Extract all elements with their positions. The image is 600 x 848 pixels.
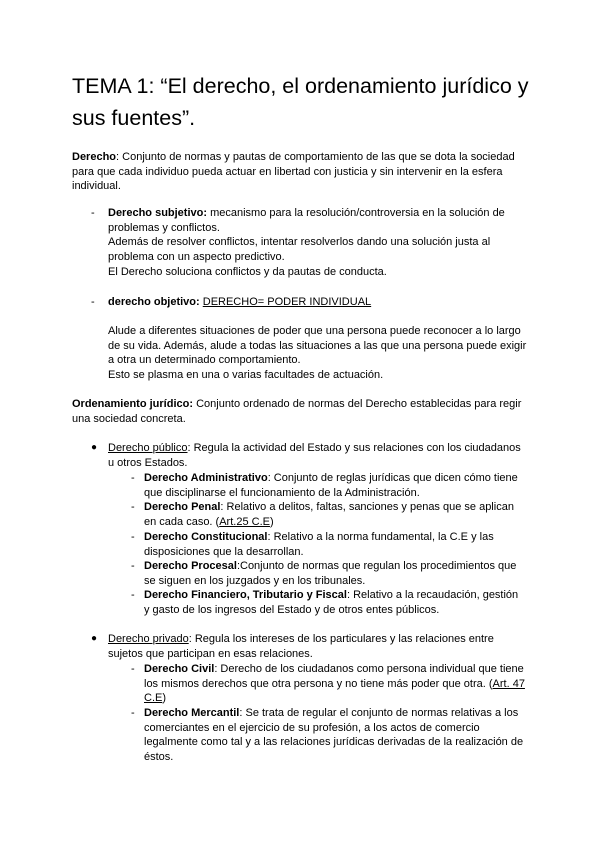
list-item-marker: -: [131, 472, 135, 484]
list-item-term: Derecho Financiero, Tributario y Fiscal: [144, 589, 347, 601]
objetivo-dash: -: [91, 296, 95, 308]
list-item: [144, 662, 526, 706]
list-item: [144, 500, 526, 529]
objetivo-link[interactable]: DERECHO= PODER INDIVIDUAL: [202, 296, 372, 308]
list-item-text: : Derecho de los ciudadanos como persona individual que tiene los mismos derechos que otra persona y no tiene más poder que otra. (: [144, 663, 524, 690]
privado-paragraph: [108, 632, 528, 661]
ordenamiento-definition: Conjunto ordenado de normas del Derecho establecidas para regir una sociedad concreta.: [72, 398, 522, 425]
subjetivo-text-3: El Derecho soluciona conflictos y da pautas de conducta.: [108, 265, 387, 278]
list-item-term: Derecho Mercantil: [144, 707, 240, 719]
list-item-marker: -: [131, 707, 135, 719]
page-title: TEMA 1: “El derecho, el ordenamiento jurídico y sus fuentes”.: [72, 74, 529, 130]
list-item-term: Derecho Penal: [144, 501, 221, 513]
subjetivo-block: [108, 206, 518, 280]
list-item-text-end: ): [269, 515, 274, 528]
publico-paragraph: [108, 441, 528, 470]
publico-bullet: ●: [91, 442, 98, 453]
list-item: [144, 588, 526, 617]
derecho-term: Derecho: [72, 151, 117, 163]
list-item-term: Derecho Constitucional: [144, 531, 268, 543]
privado-bullet: ●: [91, 633, 98, 644]
list-item: [144, 471, 526, 500]
list-item-marker: -: [131, 560, 135, 572]
list-item: [144, 530, 526, 559]
list-item: [144, 559, 526, 588]
subjetivo-text-2: Además de resolver conflictos, intentar resolverlos dando una solución justa al problema con un aspecto predictivo.: [108, 236, 491, 264]
derecho-paragraph: [72, 150, 532, 194]
ordenamiento-paragraph: [72, 397, 532, 426]
objetivo-text-2: Esto se plasma en una o varias facultades de actuación.: [108, 369, 384, 382]
subjetivo-text-1: mecanismo para la resolución/controversia en la solución de problemas y conflictos.: [108, 207, 505, 234]
objetivo-text-1: Alude a diferentes situaciones de poder que una persona puede reconocer a lo largo de su vida. Además, alude a todas las situaciones a las que una persona puede exigir a otra un determinado comportamiento.: [108, 325, 527, 367]
derecho-definition: : Conjunto de normas y pautas de comportamiento de las que se dota la sociedad para que cada individuo pueda actuar en libertad con justicia y sin intervenir en la esfera individual.: [72, 151, 515, 193]
list-item-marker: -: [131, 501, 135, 513]
list-item-text: : Relativo a la recaudación, gestión y gasto de los ingresos del Estado y de otros entes públicos.: [144, 589, 519, 616]
privado-term[interactable]: Derecho privado: [108, 633, 189, 645]
list-item-text: :Conjunto de normas que regulan los procedimientos que se siguen en los juzgados y en los tribunales.: [144, 560, 517, 587]
subjetivo-term: Derecho subjetivo:: [108, 207, 208, 219]
list-item-marker: -: [131, 531, 135, 543]
list-item-marker: -: [131, 663, 135, 675]
article-link[interactable]: Art. 47 C.E: [144, 677, 525, 705]
list-item-term: Derecho Administrativo: [144, 472, 268, 484]
objetivo-block: [108, 324, 528, 383]
publico-term[interactable]: Derecho público: [108, 442, 188, 454]
objetivo-heading: [108, 295, 528, 310]
privado-definition: : Regula los intereses de los particulares y las relaciones entre sujetos que participan en esas relaciones.: [108, 633, 494, 660]
objetivo-term: derecho objetivo:: [108, 296, 200, 308]
subjetivo-dash: -: [91, 207, 95, 219]
list-item: [144, 706, 529, 765]
ordenamiento-term: Ordenamiento jurídico:: [72, 398, 194, 410]
list-item-term: Derecho Procesal: [144, 560, 237, 572]
list-item-marker: -: [131, 589, 135, 601]
list-item-text: : Relativo a delitos, faltas, sanciones y penas que se aplican en cada caso. (: [144, 501, 514, 528]
publico-definition: : Regula la actividad del Estado y sus relaciones con los ciudadanos u otros Estados.: [108, 442, 521, 469]
list-item-text: : Relativo a la norma fundamental, la C.E y las disposiciones que la desarrollan.: [144, 531, 494, 558]
list-item-term: Derecho Civil: [144, 663, 215, 675]
list-item-text: : Conjunto de reglas jurídicas que dicen cómo tiene que disciplinarse el funcionamiento de la Administración.: [144, 472, 518, 499]
list-item-text: : Se trata de regular el conjunto de normas relativas a los comerciantes en el ejercicio de su profesión, a los actos de comercio legalmente como tal y a las relaciones jurídicas derivadas de la realización de éstos.: [144, 707, 524, 764]
article-link[interactable]: Art.25 C.E: [219, 515, 270, 528]
list-item-text-end: ): [162, 692, 167, 705]
